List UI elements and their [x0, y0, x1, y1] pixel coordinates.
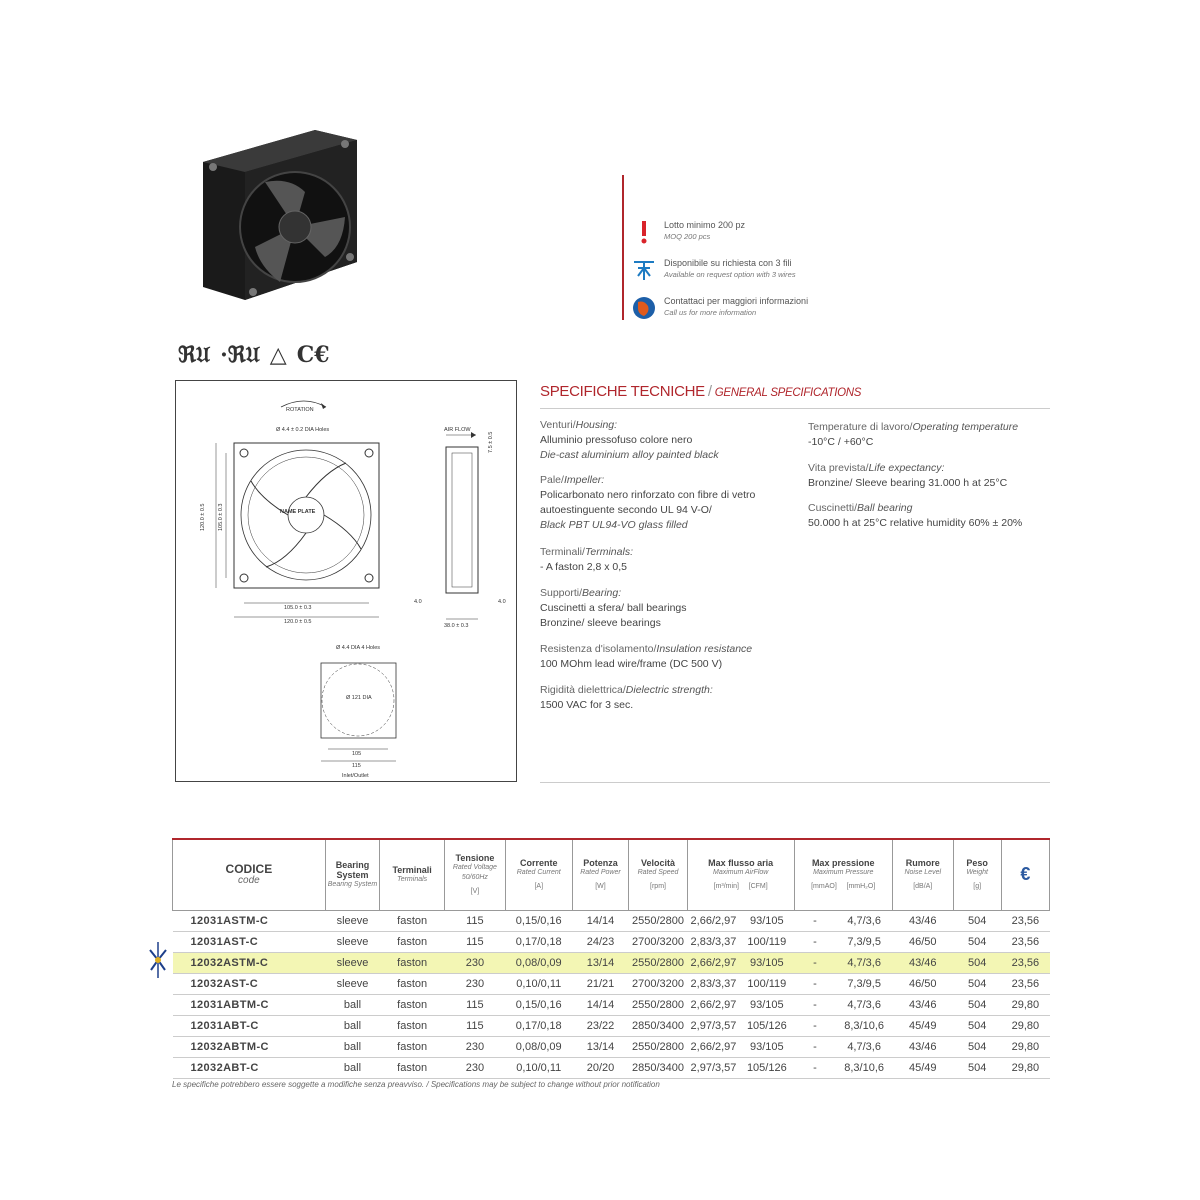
- table-cell: 504: [953, 974, 1001, 995]
- dim-flange-right: 4.0: [498, 599, 506, 605]
- rul-logo: ·ℜ𝔘: [220, 342, 260, 368]
- table-cell: -: [794, 995, 836, 1016]
- label-diameter: Ø 121 DIA: [346, 695, 372, 701]
- dim-width-inner: 105.0 ± 0.3: [284, 605, 312, 611]
- dim-mount-inner: 105: [352, 751, 362, 757]
- table-cell: 29,80: [1001, 1016, 1049, 1037]
- table-cell: 0,15/0,16: [505, 995, 572, 1016]
- table-cell: 2,66/2,97: [687, 911, 739, 932]
- th-airflow: [687, 839, 794, 911]
- table-cell: ball: [325, 1058, 379, 1079]
- table-cell: ball: [325, 995, 379, 1016]
- spec-insulation-label: Resistenza d'isolamento/: [540, 643, 657, 655]
- th-voltage: [445, 839, 506, 911]
- contact-icon: [632, 296, 656, 320]
- table-body: [173, 911, 1050, 1079]
- th-power: [572, 839, 629, 911]
- wires-icon: [632, 258, 656, 282]
- th-voltage-unit: [V]: [470, 888, 480, 895]
- table-cell: 93/105: [740, 995, 794, 1016]
- table-cell: 46/50: [892, 932, 953, 953]
- table-cell: 504: [953, 953, 1001, 974]
- spec-bearing: [540, 586, 687, 631]
- table-cell: 4,7/3,6: [836, 953, 893, 974]
- table-cell: 115: [445, 995, 506, 1016]
- table-cell: faston: [380, 974, 445, 995]
- spec-ball-bearing: [808, 501, 1022, 531]
- table-cell: 504: [953, 1016, 1001, 1037]
- dim-width-outer: 120.0 ± 0.5: [284, 619, 312, 625]
- table-cell: 23,56: [1001, 932, 1049, 953]
- th-noise-unit: [dB/A]: [913, 883, 933, 890]
- th-pressure-label: Max pressione: [811, 858, 875, 868]
- table-cell: -: [794, 1058, 836, 1079]
- table-cell: 13/14: [572, 953, 629, 974]
- spec-impeller-line-en: Black PBT UL94-VO glass filled: [540, 519, 688, 531]
- th-speed-label: Velocità: [641, 858, 676, 868]
- spec-housing-label: Venturi/: [540, 419, 576, 431]
- table-cell: 2850/3400: [629, 1016, 688, 1037]
- spec-terminals-line: - A faston 2,8 x 0,5: [540, 561, 627, 573]
- table-cell: 2850/3400: [629, 1058, 688, 1079]
- note-contact: [632, 296, 872, 320]
- spec-life-label: Vita prevista/: [808, 462, 869, 474]
- th-pressure-en: Maximum Pressure: [813, 869, 874, 876]
- th-noise-en: Noise Level: [904, 869, 942, 876]
- table-cell: 2,66/2,97: [687, 995, 739, 1016]
- th-pressure-unit1: [mmAO]: [811, 883, 837, 890]
- product-code-cell: 12032ASTM-C: [173, 953, 326, 974]
- table-cell: 2,97/3,57: [687, 1016, 739, 1037]
- table-cell: 100/119: [740, 974, 794, 995]
- label-name-plate: NAME PLATE: [280, 509, 316, 515]
- table-cell: 29,80: [1001, 1058, 1049, 1079]
- product-code-cell: 12032ABT-C: [173, 1058, 326, 1079]
- table-row: [173, 995, 1050, 1016]
- table-cell: 0,08/0,09: [505, 953, 572, 974]
- exclamation-icon: [632, 220, 656, 244]
- table-cell: sleeve: [325, 911, 379, 932]
- table-cell: faston: [380, 1016, 445, 1037]
- table-cell: -: [794, 974, 836, 995]
- spec-bearing-line2: Bronzine/ sleeve bearings: [540, 617, 661, 629]
- th-power-en: Rated Power: [580, 869, 621, 876]
- table-cell: 115: [445, 911, 506, 932]
- th-terminals: [380, 839, 445, 911]
- table-cell: 93/105: [740, 1037, 794, 1058]
- table-cell: 46/50: [892, 974, 953, 995]
- table-cell: 0,08/0,09: [505, 1037, 572, 1058]
- table-cell: faston: [380, 1037, 445, 1058]
- spec-life-line: Bronzine/ Sleeve bearing 31.000 h at 25°C: [808, 477, 1008, 489]
- note-moq: [632, 220, 872, 244]
- table-cell: sleeve: [325, 953, 379, 974]
- table-cell: 2,66/2,97: [687, 1037, 739, 1058]
- spec-impeller-label: Pale/: [540, 474, 564, 486]
- table-cell: 21/21: [572, 974, 629, 995]
- table-row: [173, 974, 1050, 995]
- spec-temp-label: Temperature di lavoro/: [808, 421, 913, 433]
- table-cell: -: [794, 911, 836, 932]
- table-cell: 20/20: [572, 1058, 629, 1079]
- table-row: [173, 953, 1050, 974]
- spec-impeller-line1: Policarbonato nero rinforzato con fibre di vetro: [540, 489, 756, 501]
- table-cell: sleeve: [325, 974, 379, 995]
- th-code-en: code: [238, 875, 260, 886]
- table-cell: 115: [445, 1016, 506, 1037]
- spec-housing-label-en: Housing:: [575, 419, 618, 431]
- table-row: [173, 1037, 1050, 1058]
- table-cell: 8,3/10,6: [836, 1016, 893, 1037]
- th-voltage-label: Tensione: [455, 853, 495, 863]
- spec-terminals: [540, 545, 633, 575]
- dim-depth: 38.0 ± 0.3: [444, 623, 469, 629]
- spec-temp-label-en: Operating temperature: [912, 421, 1019, 433]
- table-cell: 0,10/0,11: [505, 974, 572, 995]
- dim-depth-small: 7.5 ± 0.5: [488, 431, 494, 453]
- spec-ball-line: 50.000 h at 25°C relative humidity 60% ± 20%: [808, 517, 1023, 529]
- spec-bearing-line1: Cuscinetti a sfera/ ball bearings: [540, 602, 687, 614]
- spec-housing-line-en: Die-cast aluminium alloy painted black: [540, 449, 719, 461]
- th-terminals-en: Terminals: [397, 876, 428, 883]
- table-cell: 7,3/9,5: [836, 932, 893, 953]
- label-inlet-outlet: Inlet/Outlet: [342, 773, 369, 779]
- table-cell: 2550/2800: [629, 911, 688, 932]
- certification-logos: [178, 338, 348, 372]
- table-cell: 0,17/0,18: [505, 1016, 572, 1037]
- table-cell: 23/22: [572, 1016, 629, 1037]
- label-holes: Ø 4.4 ± 0.2 DIA Holes: [276, 427, 330, 433]
- th-price: [1001, 839, 1049, 911]
- th-code: [173, 839, 326, 911]
- table-cell: 2550/2800: [629, 1037, 688, 1058]
- th-airflow-en: Maximum AirFlow: [712, 869, 769, 876]
- table-cell: 115: [445, 932, 506, 953]
- product-code-cell: 12031ASTM-C: [173, 911, 326, 932]
- table-cell: 43/46: [892, 995, 953, 1016]
- spec-life: [808, 461, 1007, 491]
- dim-height-inner: 105.0 ± 0.3: [218, 503, 224, 531]
- table-cell: 13/14: [572, 1037, 629, 1058]
- table-cell: 230: [445, 953, 506, 974]
- spec-dielectric: [540, 683, 713, 713]
- label-rotation: ROTATION: [286, 407, 314, 413]
- th-airflow-unit1: [m³/min]: [713, 883, 739, 890]
- spec-insulation-line: 100 MOhm lead wire/frame (DC 500 V): [540, 658, 723, 670]
- spec-impeller-label-en: Impeller:: [563, 474, 605, 486]
- th-current-en: Rated Current: [516, 869, 561, 876]
- table-row: [173, 911, 1050, 932]
- spec-impeller: [540, 473, 755, 533]
- table-cell: faston: [380, 932, 445, 953]
- th-code-label: CODICE: [225, 862, 273, 876]
- product-code-cell: 12031ABTM-C: [173, 995, 326, 1016]
- table-cell: 504: [953, 932, 1001, 953]
- th-noise-label: Rumore: [905, 858, 940, 868]
- spec-insulation: [540, 642, 752, 672]
- spec-operating-temp: [808, 420, 1018, 450]
- table-cell: 230: [445, 1058, 506, 1079]
- note-moq-en: MOQ 200 pcs: [664, 232, 711, 241]
- product-code-cell: 12032ABTM-C: [173, 1037, 326, 1058]
- spec-housing: [540, 418, 719, 463]
- th-pressure: [794, 839, 892, 911]
- ce-logo: C€: [296, 342, 330, 368]
- table-cell: faston: [380, 995, 445, 1016]
- table-row: [173, 1058, 1050, 1079]
- th-bearing-en: Bearing System: [327, 881, 378, 888]
- table-cell: sleeve: [325, 932, 379, 953]
- table-cell: 504: [953, 995, 1001, 1016]
- table-cell: 24/23: [572, 932, 629, 953]
- table-cell: -: [794, 1037, 836, 1058]
- th-weight: [953, 839, 1001, 911]
- th-voltage-en: Rated Voltage 50/60Hz: [452, 864, 497, 881]
- th-bearing: [325, 839, 379, 911]
- table-row: [173, 932, 1050, 953]
- table-cell: 0,10/0,11: [505, 1058, 572, 1079]
- dim-mount-outer: 115: [352, 763, 361, 769]
- table-cell: 0,15/0,16: [505, 911, 572, 932]
- table-cell: 23,56: [1001, 974, 1049, 995]
- table-cell: 504: [953, 911, 1001, 932]
- table-cell: 504: [953, 1037, 1001, 1058]
- note-moq-it: Lotto minimo 200 pz: [664, 220, 746, 230]
- spec-rule: [540, 408, 1050, 409]
- label-mount-holes: Ø 4.4 DIA 4 Holes: [336, 645, 381, 651]
- spec-ball-label: Cuscinetti/: [808, 502, 858, 514]
- note-wires-it: Disponibile su richiesta con 3 fili: [664, 258, 792, 268]
- note-wires-en: Available on request option with 3 wires: [664, 270, 796, 279]
- table-cell: 93/105: [740, 911, 794, 932]
- table-cell: 45/49: [892, 1058, 953, 1079]
- table-cell: 230: [445, 974, 506, 995]
- th-current: [505, 839, 572, 911]
- table-cell: 7,3/9,5: [836, 974, 893, 995]
- th-current-label: Corrente: [519, 858, 558, 868]
- spec-title-sep: /: [707, 383, 712, 400]
- table-cell: 2700/3200: [629, 974, 688, 995]
- table-footnote: Le specifiche potrebbero essere soggette a modifiche senza preavviso. / Specifications may be subject to change without prior notification: [172, 1080, 660, 1089]
- table-cell: 43/46: [892, 1037, 953, 1058]
- tuv-logo: △: [269, 342, 287, 368]
- table-cell: 8,3/10,6: [836, 1058, 893, 1079]
- table-cell: 0,17/0,18: [505, 932, 572, 953]
- spec-title-it: SPECIFICHE TECNICHE: [540, 383, 705, 400]
- table-cell: 14/14: [572, 911, 629, 932]
- product-table: [172, 838, 1050, 1079]
- table-cell: 4,7/3,6: [836, 911, 893, 932]
- note-contact-en: Call us for more information: [664, 308, 757, 317]
- spec-dielectric-line: 1500 VAC for 3 sec.: [540, 699, 634, 711]
- th-speed: [629, 839, 688, 911]
- th-terminals-label: Terminali: [392, 865, 432, 875]
- spec-bearing-label-en: Bearing:: [582, 587, 622, 599]
- table-cell: 23,56: [1001, 911, 1049, 932]
- spec-title: [540, 383, 861, 400]
- spec-life-label-en: Life expectancy:: [868, 462, 945, 474]
- table-cell: -: [794, 932, 836, 953]
- th-speed-unit: [rpm]: [650, 883, 666, 890]
- table-cell: 29,80: [1001, 995, 1049, 1016]
- table-cell: 504: [953, 1058, 1001, 1079]
- th-airflow-unit2: [CFM]: [748, 883, 768, 890]
- dim-flange-left: 4.0: [414, 599, 422, 605]
- table-cell: 105/126: [740, 1058, 794, 1079]
- table-cell: 45/49: [892, 1016, 953, 1037]
- table-cell: -: [794, 953, 836, 974]
- ul-logo: ℜ𝔘: [178, 342, 211, 368]
- table-cell: ball: [325, 1016, 379, 1037]
- technical-drawing: [175, 380, 517, 782]
- th-power-unit: [W]: [595, 883, 606, 890]
- product-code-cell: 12031ABT-C: [173, 1016, 326, 1037]
- table-cell: 2700/3200: [629, 932, 688, 953]
- spec-terminals-label-en: Terminals:: [584, 546, 633, 558]
- table-cell: 2550/2800: [629, 953, 688, 974]
- product-code-cell: 12031AST-C: [173, 932, 326, 953]
- th-pressure-unit2: [mmH₂O]: [846, 883, 876, 890]
- th-speed-en: Rated Speed: [637, 869, 679, 876]
- spec-bottom-rule: [540, 782, 1050, 783]
- table-cell: 14/14: [572, 995, 629, 1016]
- spec-ball-label-en: Ball bearing: [857, 502, 913, 514]
- table-cell: faston: [380, 953, 445, 974]
- spec-impeller-line2: autoestinguente secondo UL 94 V-O/: [540, 504, 712, 516]
- table-cell: -: [794, 1016, 836, 1037]
- table-cell: faston: [380, 911, 445, 932]
- spec-dielectric-label-en: Dielectric strength:: [625, 684, 713, 696]
- fan-photo: [195, 122, 365, 302]
- table-cell: 100/119: [740, 932, 794, 953]
- table-cell: 4,7/3,6: [836, 1037, 893, 1058]
- th-weight-label: Peso: [966, 858, 988, 868]
- th-airflow-label: Max flusso aria: [708, 858, 774, 868]
- note-wires: [632, 258, 872, 282]
- table-cell: 2,83/3,37: [687, 974, 739, 995]
- spec-temp-line: -10°C / +60°C: [808, 436, 874, 448]
- euro-icon: €: [1020, 863, 1031, 884]
- table-cell: 230: [445, 1037, 506, 1058]
- table-cell: 2,97/3,57: [687, 1058, 739, 1079]
- th-bearing-label: Bearing System: [335, 860, 370, 880]
- spec-bearing-label: Supporti/: [540, 587, 583, 599]
- table-cell: 43/46: [892, 911, 953, 932]
- th-current-unit: [A]: [534, 883, 544, 890]
- fan-marker-icon: [148, 940, 168, 980]
- table-cell: 2,66/2,97: [687, 953, 739, 974]
- table-cell: faston: [380, 1058, 445, 1079]
- table-cell: 23,56: [1001, 953, 1049, 974]
- table-cell: 2,83/3,37: [687, 932, 739, 953]
- table-row: [173, 1016, 1050, 1037]
- spec-title-en: GENERAL SPECIFICATIONS: [714, 387, 862, 399]
- spec-insulation-label-en: Insulation resistance: [656, 643, 753, 655]
- dim-height-outer: 120.0 ± 0.5: [200, 503, 206, 531]
- th-weight-unit: [g]: [973, 883, 982, 890]
- note-contact-it: Contattaci per maggiori informazioni: [664, 296, 809, 306]
- table-cell: 4,7/3,6: [836, 995, 893, 1016]
- spec-housing-line: Alluminio pressofuso colore nero: [540, 434, 693, 446]
- table-cell: 93/105: [740, 953, 794, 974]
- table-cell: 105/126: [740, 1016, 794, 1037]
- th-weight-en: Weight: [966, 869, 988, 876]
- table-cell: 43/46: [892, 953, 953, 974]
- spec-dielectric-label: Rigidità dielettrica/: [540, 684, 626, 696]
- notes-divider: [622, 175, 624, 320]
- product-code-cell: 12032AST-C: [173, 974, 326, 995]
- table-cell: 29,80: [1001, 1037, 1049, 1058]
- spec-terminals-label: Terminali/: [540, 546, 585, 558]
- label-air-flow: AIR FLOW: [444, 427, 471, 433]
- table-cell: 2550/2800: [629, 995, 688, 1016]
- table-cell: ball: [325, 1037, 379, 1058]
- th-power-label: Potenza: [583, 858, 618, 868]
- th-noise: [892, 839, 953, 911]
- table-header: [173, 839, 1050, 911]
